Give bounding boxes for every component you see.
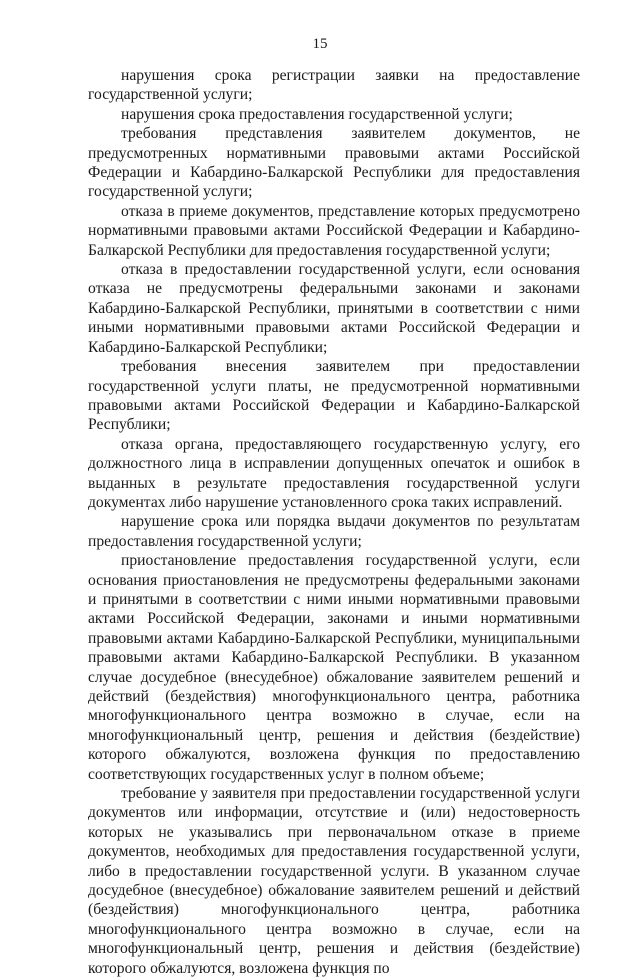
paragraph-registration-violation: нарушения срока регистрации заявки на предоставление государственной услуги; [88, 67, 580, 104]
document-body [88, 66, 580, 978]
paragraph-service-term-violation: нарушения срока предоставления государственной услуги; [121, 105, 513, 123]
paragraph-service-suspension: приостановление предоставления государственной услуги, если основания приостановления не предусмотрены федеральными законами и принятыми в соответствии с ними иными нормативными правовыми актами Российской Федерации, законами и иными нормативными правовыми актами Кабардино-Балкарской Республики, муниципальными правовыми актами Кабардино-Балкарской Республики. В указанном случае досудебное (внесудебное) обжалование заявителем решений и действий (бездействия) многофункционального центра, работника многофункционального центра возможно в случае, если на многофункциональный центр, решения и действия (бездействие) которого обжалуются, возложена функция по предоставлению соответствующих государственных услуг в полном объеме; [88, 552, 580, 783]
paragraph-extra-documents-requirement: требования представления заявителем документов, не предусмотренных нормативными правовыми актами Российской Федерации и Кабардино-Балкарской Республики для предоставления государственной услуги; [88, 125, 580, 201]
paragraph-issuance-violation: нарушение срока или порядка выдачи документов по результатам предоставления государственной услуги; [88, 513, 580, 550]
paragraph-correction-refusal: отказа органа, предоставляющего государственную услугу, его должностного лица в исправлении допущенных опечаток и ошибок в выданных в результате предоставления государственной услуги документах либо нарушение установленного срока таких исправлений. [88, 435, 580, 511]
page-number: 15 [312, 36, 328, 52]
paragraph-document-acceptance-refusal: отказа в приеме документов, представление которых предусмотрено нормативными правовыми актами Российской Федерации и Кабардино-Балкарской Республики для предоставления государственной услуги; [88, 202, 580, 259]
paragraph-information-requirement: требование у заявителя при предоставлении государственной услуги документов или информации, отсутствие и (или) недостоверность которых не указывались при первоначальном отказе в приеме документов, необходимых для предоставления государственной услуги, либо в предоставлении государственной услуги. В указанном случае досудебное (внесудебное) обжалование заявителем решений и действий (бездействия) многофункционального центра, работника многофункционального центра возможно в случае, если на многофункциональный центр, решения и действия (бездействие) которого обжалуются, возложена функция по [88, 785, 580, 977]
paragraph-payment-requirement: требования внесения заявителем при предоставлении государственной услуги платы, не предусмотренной нормативными правовыми актами Российской Федерации и Кабардино-Балкарской Республики; [88, 358, 580, 434]
paragraph-service-refusal: отказа в предоставлении государственной услуги, если основания отказа не предусмотрены федеральными законами и законами Кабардино-Балкарской Республики, принятыми в соответствии с ними иными нормативными правовыми актами Российской Федерации и Кабардино-Балкарской Республики; [88, 261, 580, 356]
